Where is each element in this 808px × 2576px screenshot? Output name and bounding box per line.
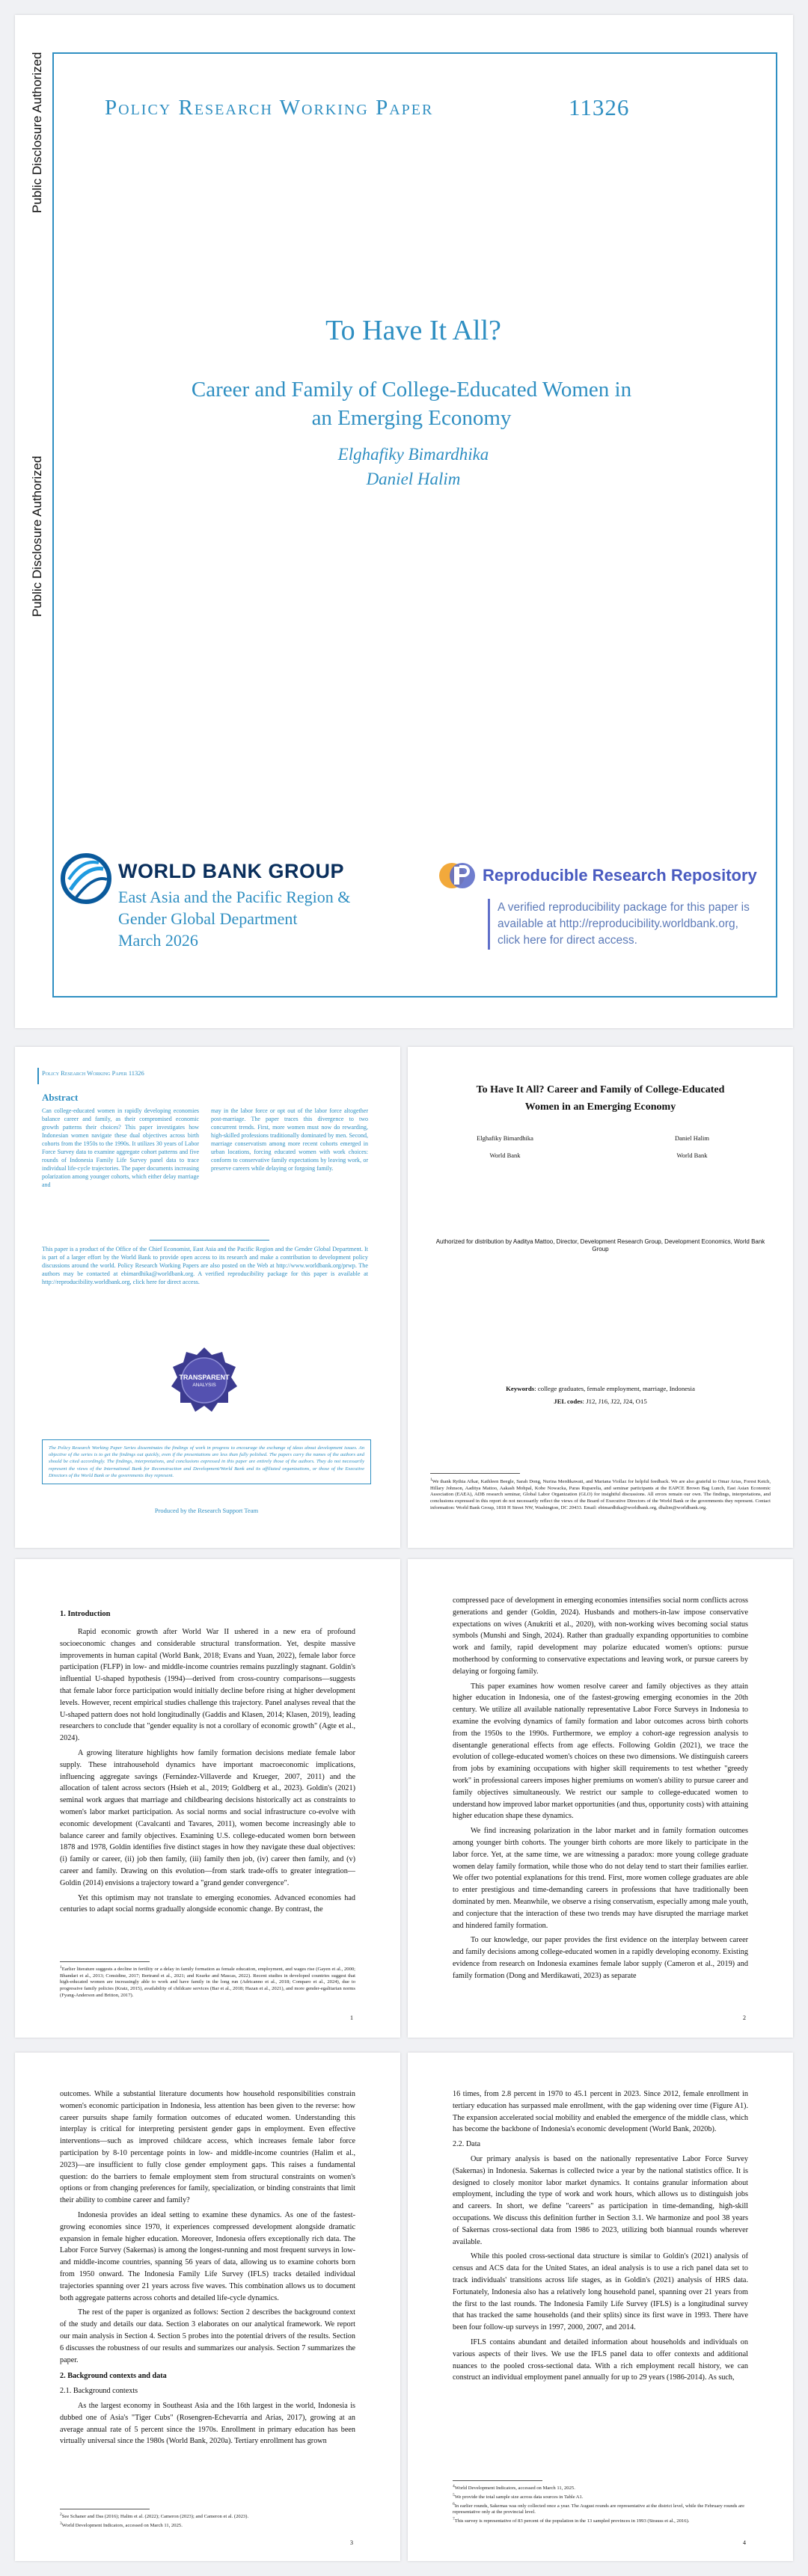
produced-by: Produced by the Research Support Team (154, 1507, 259, 1514)
abstract-heading: Abstract (42, 1092, 79, 1103)
section-heading-background: 2. Background contexts and data (60, 2372, 167, 2381)
footnote-rule (430, 1473, 520, 1474)
body-page-1 (15, 1559, 400, 2038)
paragraph: Yet this optimism may not translate to emerging economies. Advanced economies had centuries to adapt social norms gradually alongside economic change. By contrast, the (60, 1893, 355, 1914)
keywords-label: Keywords (506, 1385, 535, 1392)
paragraph: As the largest economy in Southeast Asia and the 16th largest in the world, Indonesia is dubbed one of Asia's "Tiger Cubs" (Rosengren-Echevarría and Arias, 2017), growing at an average annual rate of 5 percent since the 1970s. Enrollment in primary education has been virtually universal since the 1980s (World Bank, 2020a). Tertiary enrollment has grown (60, 2401, 355, 2446)
paper-number: 11326 (569, 94, 630, 120)
page-number: 2 (743, 2014, 746, 2021)
disclosure-label-bottom: Public Disclosure Authorized (30, 455, 44, 617)
footnote-rule (453, 2480, 542, 2481)
rrr-name: Reproducible Research Repository (483, 866, 757, 885)
section-heading-intro: 1. Introduction (60, 1610, 111, 1618)
paragraph: outcomes. While a substantial literature documents how household responsibilities constrain women's economic participation in Indonesia, less attention has been given to the reverse: how career pursuits shape family formation outcomes of educated women. Understanding this interplay is critical for interpreting persistent gender gaps in employment. Even effective interventions—such as improved childcare access, which increases female labor force participation by 8-10 percentage points in low- and middle-income countries (Halim et al., 2023)—are insufficient to fully close gender employment gaps. This raises a fundamental question: do the barriers to female employment stem from structural constraints on women's options or from changing preferences for family, specialization, or binding constraints that limit their ability to combine career and family? (60, 2090, 355, 2205)
note-divider (150, 1240, 269, 1241)
footnote-text: This survey is representative of 83 percent of the population in the 13 sampled provinces in 1993 (Strauss et al., 2016). (454, 2518, 690, 2524)
paragraph: We find increasing polarization in the labor market and in family formation outcomes among younger birth cohorts. The younger birth cohorts are more likely to participate in the labor force. Yet, at the same time, we are witnessing a paradox: more young college graduate women delay family formation, while those who do not delay tend to start their families earlier. We offer two potential explanations for this trend. First, more women college graduates are able to enter prestigious and time-demanding careers in professions that have traditionally been dominated by men. Meanwhile, we observe a rising conservatism, especially among male youth, and conjecture that the interaction of these two trends may have disrupted the marriage market and hindered family formation. (453, 1827, 748, 1930)
footnote-text: World Development Indicators, accessed on March 11, 2025. (61, 2523, 183, 2529)
body-page-4 (408, 2053, 793, 2561)
abstract-page (15, 1047, 400, 1548)
running-header: Policy Research Working Paper 11326 (42, 1069, 144, 1077)
cover-page (15, 15, 793, 1028)
footnote-text: See Schaner and Das (2016); Halim et al. (2022); Cameron (2023); and Cameron et al. (2023). (61, 2514, 249, 2520)
cover-author-2: Daniel Halim (366, 470, 461, 488)
paragraph: Rapid economic growth after World War II ushered in a new era of profound socioeconomic changes and considerable structural transformation. Yet, despite massive improvements in human capital (World Bank, 2018; Evans and Yuan, 2022), female labor force participation (FLFP) in low- and middle-income countries remains puzzlingly stagnant. Goldin's influential U-shaped hypothesis (1994)—derived from cross-country comparisons—suggests that female labor force participation would initially decline before rising at higher development levels. However, recent empirical studies challenge this trajectory. Panel analyses reveal that the U-shaped pattern does not hold longitudinally (Gaddis and Klasen, 2014; Klasen, 2019), leading researchers to conclude that "gender equality is not a corollary of economic growth" (Agte et al., 2024). (60, 1628, 355, 1743)
paragraph: A growing literature highlights how family formation decisions mediate female labor supply. These intrahousehold dynamics have important macroeconomic implications, influencing aggregate savings (Fernández-Villaverde and Krueger, 2007, 2011) and the allocation of talent across sectors (Hsieh et al., 2019; Goldberg et al., 2023). Goldin's (2021) seminal work argues that marriage and childbearing decisions historically act as constraints to women's labor market participation. As social norms and social infrastructure co-evolve with economic development (Cavalcanti and Tavares, 2011), women become increasingly able to balance career and family objectives. Examining U.S. college-educated women born between 1878 and 1978, Goldin identifies five distinct stages in how they navigate these dual objectives: (i) family or career, (ii) job then family, (iii) family then job, (iv) career then family, and (v) career and family. Drawing on this evolution—from stark trade-offs to greater integration—Goldin (2014) envisions a trajectory toward a "grand gender convergence". (60, 1748, 355, 1887)
footnote: $^3$World Development Indicators, accessed on March 11, 2025. (60, 2521, 183, 2529)
footnotes: $^4$World Development Indicators, accessed on March 11, 2025. $^5$We provide the total sample size across data sources in Table A1. $^6$In earlier rounds, Sakernas was only collected once a year. The August rounds are representative at the district level, while the February rounds are representative only at the provincial level. $^7$This survey is representative of 83 percent of the population in the 13 sampled provinces in 1993 (Strauss et al., 2016). (453, 2484, 745, 2524)
cover-subtitle: Career and Family of College-Educated Women in an Emerging Economy (191, 378, 632, 430)
cover-frame (52, 52, 777, 997)
page-number: 3 (350, 2539, 353, 2546)
page-number: 4 (743, 2539, 746, 2546)
cover-title: To Have It All? (325, 315, 501, 346)
globe-icon (60, 852, 112, 905)
abstract-col-2: may in the labor force or opt out of the labor force altogether post-marriage. The paper traces this divergence to two concurrent trends. First, more women must now do rewarding, high-skilled professions traditionally dominated by men. Second, marriage conservatism among more recent cohorts emerged in urban locations, forcing educated women with work choices: conform to conservative family expectations by leaving work, or preserve careers while delaying or forgoing family. (211, 1107, 368, 1172)
disclosure-label-top: Public Disclosure Authorized (30, 52, 44, 213)
paragraph: IFLS contains abundant and detailed information about households and individuals on various aspects of their lives. We use the IFLS panel data to offer contexts and additional nuances to the pooled cross-sectional data. With a rich employment recall history, we can construct an individual employment panel annually for up to 29 years (1986-2014). As such, (453, 2337, 748, 2382)
footnote-text: In earlier rounds, Sakernas was only collected once a year. The August rounds are representative at the district level, while the February rounds are representative only at the provincial level. (453, 2503, 745, 2515)
footnote-text: We provide the total sample size across data sources in Table A1. (454, 2494, 584, 2500)
rrr-text[interactable]: A verified reproducibility package for this paper is available at http://reproducibility.worldbank.org, click here for direct access. (498, 901, 750, 947)
transparent-analysis-badge (170, 1346, 239, 1415)
page3-text (60, 2088, 355, 2450)
rrr-divider (488, 899, 490, 950)
abstract-col-1: Can college-educated women in rapidly developing economies balance career and family, as their compromised economic growth patterns their choices? This paper investigates how Indonesian women navigate these dual objectives across birth cohorts from the 1950s to the 1990s. It utilizes 30 years of Labor Force Survey data to examine aggregate cohort patterns and five rounds of Indonesia Family Life Survey panel data to trace individual life-cycle trajectories. The paper documents increasing polarization among younger cohorts, which either delay marriage and (42, 1107, 199, 1188)
subsection-heading: 2.1. Background contexts (60, 2387, 138, 2396)
author-affiliation-1: World Bank (489, 1152, 521, 1159)
paragraph: While this pooled cross-sectional data structure is similar to Goldin's (2021) analysis of census and ACS data for the United States, an ideal analysis is to use a rich panel data set to track individuals' transitions across life stages, as in Goldin's (2021) analysis of HRS data. Fortunately, Indonesia also has a relatively long household panel, spanning over 21 years from the first to the last rounds. The Indonesia Family Life Survey (IFLS) is a longitudinal survey that has tracked the same households (and their splits) since its first wave in 1993. There have been four follow-up surveys in 1997, 2000, 2007, and 2014. (453, 2252, 748, 2332)
acknowledgement-footnote: $^1$We thank Rythia Afkar, Kathleen Beegle, Sarah Dong, Nurina Merdikawati, and Mariana Viollaz for helpful feedback. We are also grateful to Omar Arias, Forest Ketch, Hillary Johnson, Aaditya Mattoo, Aakash Mohpal, Kobe Nowacka, Paras Ruparelia, and seminar participants at the EAPCE Brown Bag Lunch, East Asian Economic Association (EAEA), ADB research seminar, Global Labor Organization (GLO) for insightful discussions. All errors remain our own. The findings, interpretations, and conclusions expressed in this report do not necessarily reflect the views of the Board of Executive Directors of the World Bank or the governments they represent. Contact information: World Bank Group, 1818 H Street NW, Washington, DC 20433. Email: ebimardhika@worldbank.org, dhalim@worldbank.org. (430, 1478, 771, 1510)
rrr-logo-icon (438, 858, 477, 894)
author-name-2: Daniel Halim (674, 1134, 710, 1142)
acknowledgement-text: We thank Rythia Afkar, Kathleen Beegle, Sarah Dong, Nurina Merdikawati, and Mariana Viollaz for helpful feedback. We are also grateful to Omar Arias, Forest Ketch, Hillary Johnson, Aaditya Mattoo, Aakash Mohpal, Kobe Nowacka, Paras Ruparelia, and seminar participants at the EAPCE Brown Bag Lunch, East Asian Economic Association (EAEA), ADB research seminar, Global Labor Organization (GLO) for insightful discussions. All errors remain our own. The findings, interpretations, and conclusions expressed in this report do not necessarily reflect the views of the Board of Executive Directors of the World Bank or the governments they represent. Contact information: World Bank Group, 1818 H Street NW, Washington, DC 20433. Email: ebimardhika@worldbank.org, dhalim@worldbank.org. (430, 1479, 771, 1510)
footnote: $^1$Earlier literature suggests a decline in fertility or a delay in family formation as female education, employment, and wages rise (Gayen et al., 2000; Bhandari et al., 2013; Considine, 2017; Bertrand et al., 2021; and Kearke and Mascas, 2022). Recent studies in developed countries suggest that high-educated women are increasingly able to work and have family in the long run (Adricanno et al., 2018; Comparo et al., 2024), due to progressive family policies (Kratz, 2015), availability of childcare services (Bar et al., 2018; Hazan et al., 2021), and more gender-egalitarian norms (Fyang-Anderson and Britton, 2017). (60, 1965, 355, 1998)
cover-date: March 2026 (118, 931, 198, 950)
page4-text (453, 2088, 748, 2387)
paragraph: Indonesia provides an ideal setting to examine these dynamics. As one of the fastest-growing economies since 1970, it experiences compressed development alongside dramatic expansion in female higher education. Moreover, Indonesia offers exceptionally rich data. The Labor Force Survey (Sakernas) is among the longest-running and most frequent surveys in low- and middle-income countries, spanning 56 years of data, allowing us to examine cohorts born from 1950 onward. The Indonesia Family Life Survey (IFLS) tracks detailed individual trajectories spanning over 21 years across five waves. This combination allows us to document both aggregate patterns across cohorts and detailed life-cycle dynamics. (60, 2210, 355, 2302)
paragraph: Our primary analysis is based on the nationally representative Labor Force Survey (Sakernas) in Indonesia. Sakernas is collected twice a year by the national statistics office. It is designed to closely monitor labor market dynamics. It contains granular information about employment, including the type of work and work hours, which allows us to distinguish jobs and careers. In short, we define "careers" as participation in time-demanding, high-skill occupations. We discuss this definition further in Section 3.1. We harmonize and pool 38 years of Sakernas cross-sectional data from 1986 to 2023, utilizing both biannual rounds wherever available. (453, 2154, 748, 2246)
badge-text-1: TRANSPARENT (179, 1374, 230, 1381)
header-rule (37, 1068, 39, 1084)
body-page-2 (408, 1559, 793, 2038)
footnote: $^2$See Schaner and Das (2016); Halim et al. (2022); Cameron (2023); and Cameron et al. (2023). (60, 2512, 249, 2520)
paragraph: 16 times, from 2.8 percent in 1970 to 45.1 percent in 2023. Since 2012, female enrollment in tertiary education has surpassed male enrollment, with the gap widening over time (Figure A1). The expansion accelerated social mobility and enabled the emergence of the middle class, which has become the backbone of Indonesia's economic development (World Bank, 2020b). (453, 2090, 748, 2134)
jel-codes: : J12, J16, J22, J24, O15 (582, 1398, 647, 1405)
page-number: 1 (350, 2014, 353, 2021)
body-page-3 (15, 2053, 400, 2561)
world-bank-logo (60, 852, 112, 905)
footnote-text: Earlier literature suggests a decline in fertility or a delay in family formation as female education, employment, and wages rise (Gayen et al., 2000; Bhandari et al., 2013; Considine, 2017; Bertrand et al., 2021; and Kearke and Mascas, 2022). Recent studies in developed countries suggest that high-educated women are increasingly able to work and have family in the long run (Adricanno et al., 2018; Comparo et al., 2024), due to progressive family policies (Kratz, 2015), availability of childcare services (Bar et al., 2018; Hazan et al., 2021), and more gender-egalitarian norms (Fyang-Anderson and Britton, 2017). (60, 1967, 355, 1998)
jel-label: JEL codes (554, 1398, 583, 1405)
department: East Asia and the Pacific Region & Gender Global Department (118, 888, 351, 928)
jel-line (430, 1398, 771, 1405)
paragraph: compressed pace of development in emerging economies intensifies social norm conflicts across generations and gender (Goldin, 2024). Husbands and mothers-in-law impose conservative expectations on wives (Anukriti et al., 2020), with non-working wives becoming social status symbols (Munshi and Singh, 2024). Rather than gradually expanding opportunities to combine work and family, rapid development may polarize educated women's options: pursue motherhood by conforming to conservative expectations and leaving work, or pursue careers by delaying or forgoing family. (453, 1596, 748, 1676)
paper-title: To Have It All? Career and Family of College-Educated Women in an Emerging Economy (476, 1084, 725, 1113)
cover-author-1: Elghafiky Bimardhika (337, 445, 489, 464)
paragraph: This paper examines how women resolve career and family objectives as they attain higher education in Indonesia, one of the fastest-growing emerging economies in the 20th century. We utilize all available nationally representative Labor Force Surveys in Indonesia to examine the evolving dynamics of family formation and labor outcomes across birth cohorts from the 1950s to the 1990s. Furthermore, we employ a cohort-age regression analysis to disentangle generational effects from age effects. Following Goldin (2021), we trace the evolution of college-educated women's choices on these two dimensions. We distinguish careers from jobs by examining occupations with higher skill requirements to test whether "greedy work" in professional careers imposes higher premiums on women's ability to pursue career and family objectives simultaneously. We restrict our sample to college-educated women to understand how improved labor market opportunities (and thus, opportunity costs) with attaining higher education shape these dynamics. (453, 1682, 748, 1821)
subsection-heading: 2.2. Data (453, 2140, 481, 2149)
footnote-text: World Development Indicators, accessed on March 11, 2025. (454, 2486, 575, 2492)
page2-text (453, 1595, 748, 1985)
product-note: This paper is a product of the Office of the Chief Economist, East Asia and the Pacific Region and the Gender Global Department. It is part of a larger effort by the World Bank to provide open access to its research and make a contribution to development policy discussions around the world. Policy Research Working Papers are also posted on the Web at http://www.worldbank.org/prwp. The authors may be contacted at ebimardhika@worldbank.org. A verified reproducibility package for this paper is available at http://reproducibility.worldbank.org, click here for direct access. (42, 1246, 368, 1285)
title-page (408, 1047, 793, 1548)
author-affiliation-2: World Bank (676, 1152, 708, 1159)
keywords: : college graduates, female employment, marriage, Indonesia (534, 1385, 695, 1392)
keywords-line (430, 1385, 771, 1392)
disclaimer-text: The Policy Research Working Paper Series disseminates the findings of work in progress to encourage the exchange of ideas about development issues. An objective of the series is to get the findings out quickly, even if the presentations are less than fully polished. The papers carry the names of the authors and should be cited accordingly. The findings, interpretations, and conclusions expressed in this paper are entirely those of the authors. They do not necessarily represent the views of the International Bank for Reconstruction and Development/World Bank and its affiliated organizations, or those of the Executive Directors of the World Bank or the governments they represent. (49, 1445, 364, 1478)
badge-text-2: ANALYSIS (192, 1383, 216, 1388)
page1-text (60, 1626, 355, 1919)
paragraph: To our knowledge, our paper provides the first evidence on the interplay between career and family decisions among college-educated women in a rapidly developing economy. Existing evidence from research on Indonesia examines female labor supply (Cameron et al., 2019) and family formation (Dong and Merdikawati, 2023) as separate (453, 1936, 748, 1980)
wbg-name: WORLD BANK GROUP (118, 860, 344, 882)
author-name-1: Elghafiky Bimardhika (477, 1134, 533, 1142)
footnote-rule (60, 1961, 150, 1962)
series-title: Policy Research Working Paper (105, 96, 434, 120)
authorized-note: Authorized for distribution by Aaditya Mattoo, Director, Development Research Group, Development Economics, World Bank Group (435, 1238, 765, 1252)
disclaimer-box (42, 1439, 371, 1484)
paragraph: The rest of the paper is organized as follows: Section 2 describes the background context of the study and details our data. Section 3 elaborates on our analytical framework. We report our main analysis in Section 4. Section 5 probes into the potential drivers of the results. Section 6 discusses the robustness of our results and summarizes our analysis. Section 7 summarizes the paper. (60, 2308, 355, 2364)
